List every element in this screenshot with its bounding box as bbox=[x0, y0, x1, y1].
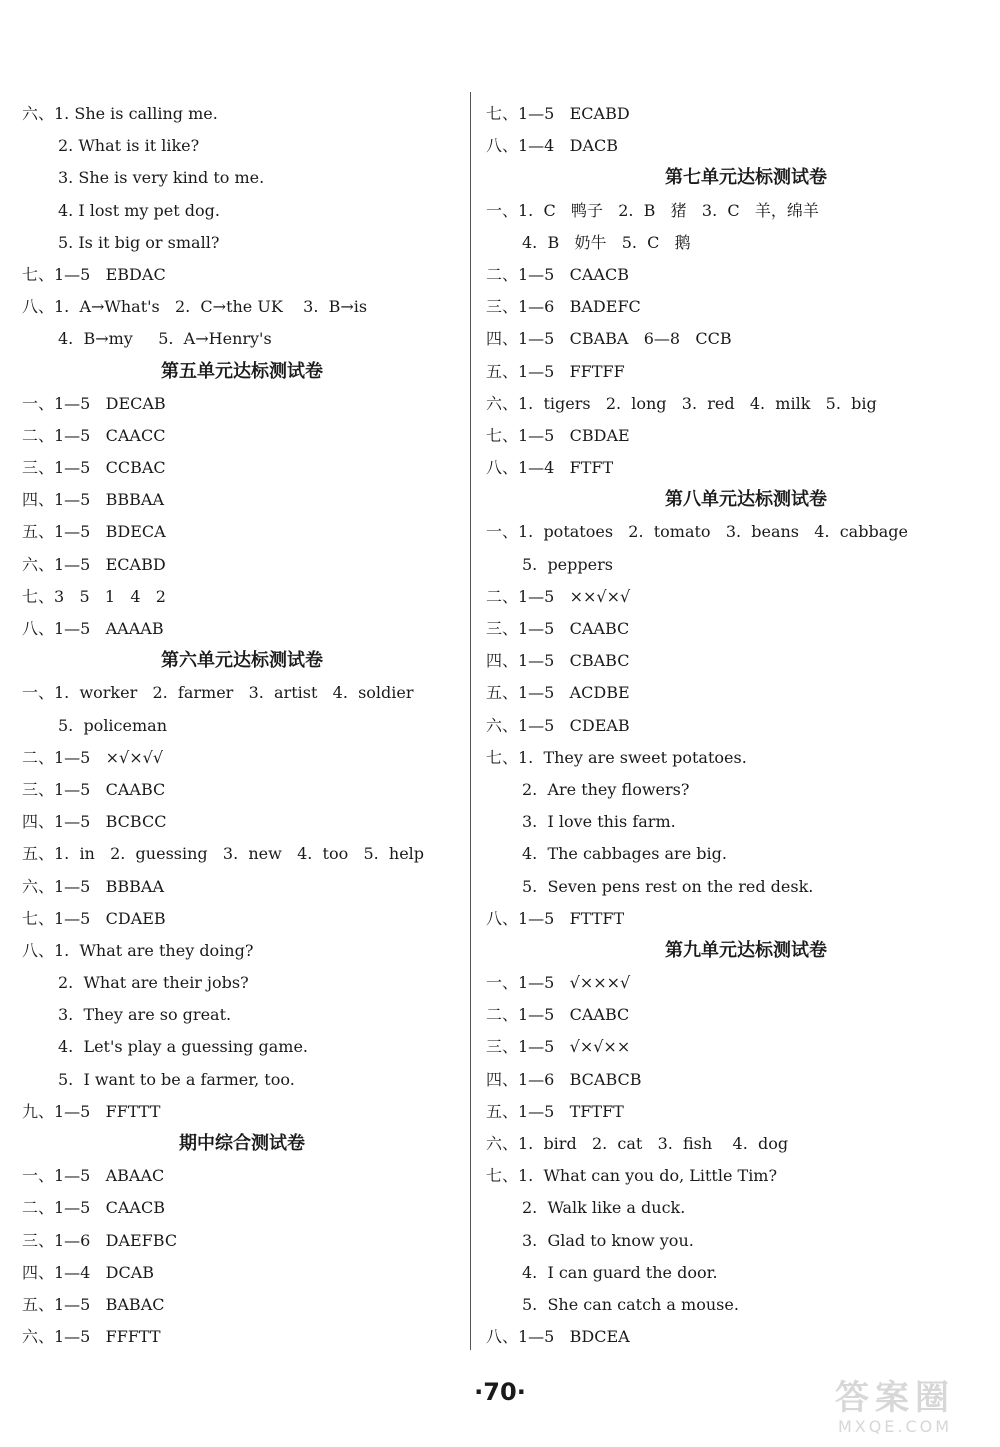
answer-line: 三、1—6 DAEFBC bbox=[22, 1230, 178, 1250]
answer-line: 五、1—5 TFTFT bbox=[486, 1101, 624, 1121]
answer-line: 八、1—4 FTFT bbox=[486, 458, 614, 478]
answer-line: 4. I can guard the door. bbox=[522, 1262, 718, 1282]
answer-line: 3. She is very kind to me. bbox=[58, 168, 265, 188]
left-column bbox=[22, 98, 462, 1353]
answer-line: 七、1—5 EBDAC bbox=[22, 264, 166, 284]
answer-line: 三、1—5 CAABC bbox=[22, 779, 166, 799]
section-heading: 第九单元达标测试卷 bbox=[665, 939, 827, 961]
answer-line: 六、1—5 BBBAA bbox=[22, 876, 165, 896]
answer-line: 三、1—6 BADEFC bbox=[486, 297, 641, 317]
answer-line: 4. Let's play a guessing game. bbox=[58, 1037, 308, 1057]
answer-line: 七、1—5 CBDAE bbox=[486, 425, 630, 445]
page-number: ·70· bbox=[474, 1378, 526, 1406]
section-heading: 第六单元达标测试卷 bbox=[161, 650, 323, 672]
answer-line: 5. peppers bbox=[522, 554, 613, 574]
answer-line: 七、1. They are sweet potatoes. bbox=[486, 747, 747, 767]
answer-line: 六、1. tigers 2. long 3. red 4. milk 5. big bbox=[486, 393, 877, 413]
section-heading: 期中综合测试卷 bbox=[179, 1133, 305, 1154]
answer-line: 5. Seven pens rest on the red desk. bbox=[522, 876, 814, 896]
answer-line: 一、1. C 鸭子 2. B 猪 3. C 羊，绵羊 bbox=[486, 200, 819, 220]
watermark-logo: 答案圈 bbox=[835, 1378, 955, 1418]
answer-line: 一、1—5 √×××√ bbox=[486, 973, 631, 993]
answer-line: 六、1—5 FFFTT bbox=[22, 1327, 161, 1347]
right-column bbox=[486, 98, 986, 1353]
answer-line: 七、1—5 CDAEB bbox=[22, 908, 166, 928]
answer-line: 二、1—5 ×√×√√ bbox=[22, 747, 164, 767]
answer-line: 五、1—5 BABAC bbox=[22, 1294, 165, 1314]
answer-line: 六、1—5 ECABD bbox=[22, 554, 166, 574]
answer-line: 六、1. She is calling me. bbox=[22, 104, 218, 123]
answer-line: 三、1—5 √×√×× bbox=[486, 1037, 631, 1057]
answer-line: 3. They are so great. bbox=[58, 1005, 232, 1025]
answer-line: 八、1. What are they doing? bbox=[22, 940, 254, 960]
answer-line: 九、1—5 FFTTT bbox=[22, 1101, 161, 1121]
watermark-domain: MXQE.COM bbox=[837, 1417, 953, 1436]
watermark bbox=[800, 1378, 990, 1441]
answer-line: 五、1. in 2. guessing 3. new 4. too 5. help bbox=[22, 844, 425, 864]
answer-line: 5. She can catch a mouse. bbox=[522, 1294, 739, 1314]
answer-line: 5. Is it big or small? bbox=[58, 232, 220, 252]
answer-line: 七、3 5 1 4 2 bbox=[22, 586, 166, 606]
answer-line: 八、1. A→What's 2. C→the UK 3. B→is bbox=[22, 297, 368, 317]
answer-line: 2. What are their jobs? bbox=[58, 973, 249, 993]
answer-line: 一、1. worker 2. farmer 3. artist 4. soldier bbox=[22, 683, 414, 703]
answer-line: 七、1—5 ECABD bbox=[486, 104, 630, 123]
section-heading: 第五单元达标测试卷 bbox=[161, 360, 323, 382]
answer-line: 5. policeman bbox=[58, 715, 167, 735]
answer-line: 一、1—5 ABAAC bbox=[22, 1166, 165, 1186]
answer-line: 八、1—5 BDCEA bbox=[486, 1327, 630, 1347]
answer-line: 五、1—5 FFTFF bbox=[486, 361, 625, 381]
answer-line: 二、1—5 CAACB bbox=[486, 264, 629, 284]
answer-line: 4. B→my 5. A→Henry's bbox=[58, 329, 272, 349]
answer-line: 二、1—5 ××√×√ bbox=[486, 586, 631, 606]
answer-line: 3. Glad to know you. bbox=[522, 1230, 694, 1250]
answer-line: 4. The cabbages are big. bbox=[522, 844, 727, 864]
answer-line: 八、1—4 DACB bbox=[486, 136, 619, 156]
column-divider bbox=[470, 92, 471, 1350]
answer-line: 5. I want to be a farmer, too. bbox=[58, 1069, 295, 1089]
answer-line: 四、1—5 CBABC bbox=[486, 651, 630, 671]
answer-line: 六、1—5 CDEAB bbox=[486, 715, 630, 735]
answer-line: 五、1—5 ACDBE bbox=[486, 683, 630, 703]
answer-line: 4. I lost my pet dog. bbox=[58, 200, 220, 220]
answer-line: 2. Walk like a duck. bbox=[522, 1198, 686, 1218]
answer-line: 三、1—5 CAABC bbox=[486, 619, 630, 638]
answer-line: 2. Are they flowers? bbox=[522, 779, 690, 799]
answer-line: 七、1. What can you do, Little Tim? bbox=[486, 1166, 778, 1186]
answer-line: 二、1—5 CAACC bbox=[22, 425, 166, 445]
answer-line: 四、1—5 BBBAA bbox=[22, 490, 165, 510]
answer-line: 八、1—5 FTTFT bbox=[486, 908, 625, 928]
answer-line: 一、1—5 DECAB bbox=[22, 393, 166, 413]
answer-line: 三、1—5 CCBAC bbox=[22, 458, 166, 478]
section-heading: 第八单元达标测试卷 bbox=[665, 489, 827, 511]
section-heading: 第七单元达标测试卷 bbox=[665, 167, 827, 189]
answer-line: 2. What is it like? bbox=[58, 136, 200, 156]
answer-line: 五、1—5 BDECA bbox=[22, 522, 166, 542]
answer-line: 3. I love this farm. bbox=[522, 812, 676, 832]
answer-line: 四、1—5 CBABA 6—8 CCB bbox=[486, 329, 732, 349]
answer-line: 二、1—5 CAACB bbox=[22, 1198, 165, 1218]
answer-line: 四、1—4 DCAB bbox=[22, 1262, 155, 1282]
answer-line: 八、1—5 AAAAB bbox=[22, 619, 164, 638]
answer-line: 四、1—6 BCABCB bbox=[486, 1069, 642, 1089]
answer-line: 二、1—5 CAABC bbox=[486, 1005, 630, 1025]
answer-line: 4. B 奶牛 5. C 鹅 bbox=[522, 232, 691, 252]
answer-line: 一、1. potatoes 2. tomato 3. beans 4. cabbage bbox=[486, 522, 908, 542]
answer-line: 四、1—5 BCBCC bbox=[22, 812, 167, 832]
answer-line: 六、1. bird 2. cat 3. fish 4. dog bbox=[486, 1134, 789, 1153]
